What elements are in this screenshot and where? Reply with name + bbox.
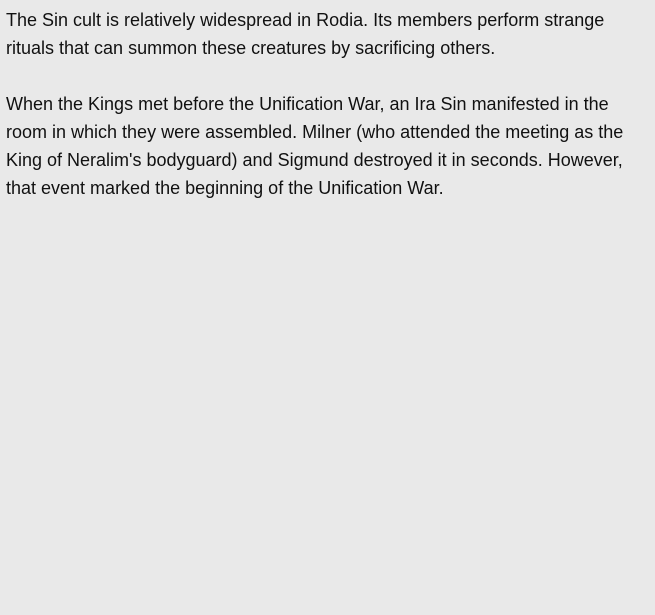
paragraph-sin-cult: The Sin cult is relatively widespread in Rodia. Its members perform strange rituals that can summon these creatures by sacrificing others. — [6, 10, 605, 58]
paragraph-unification-war: When the Kings met before the Unification War, an Ira Sin manifested in the room in which they were assembled. Milner (who attended the meeting as the King of Neralim's bodyguard) and Sigmund destroyed it in seconds. However, that event marked the beginning of the Unification War. — [6, 94, 624, 198]
